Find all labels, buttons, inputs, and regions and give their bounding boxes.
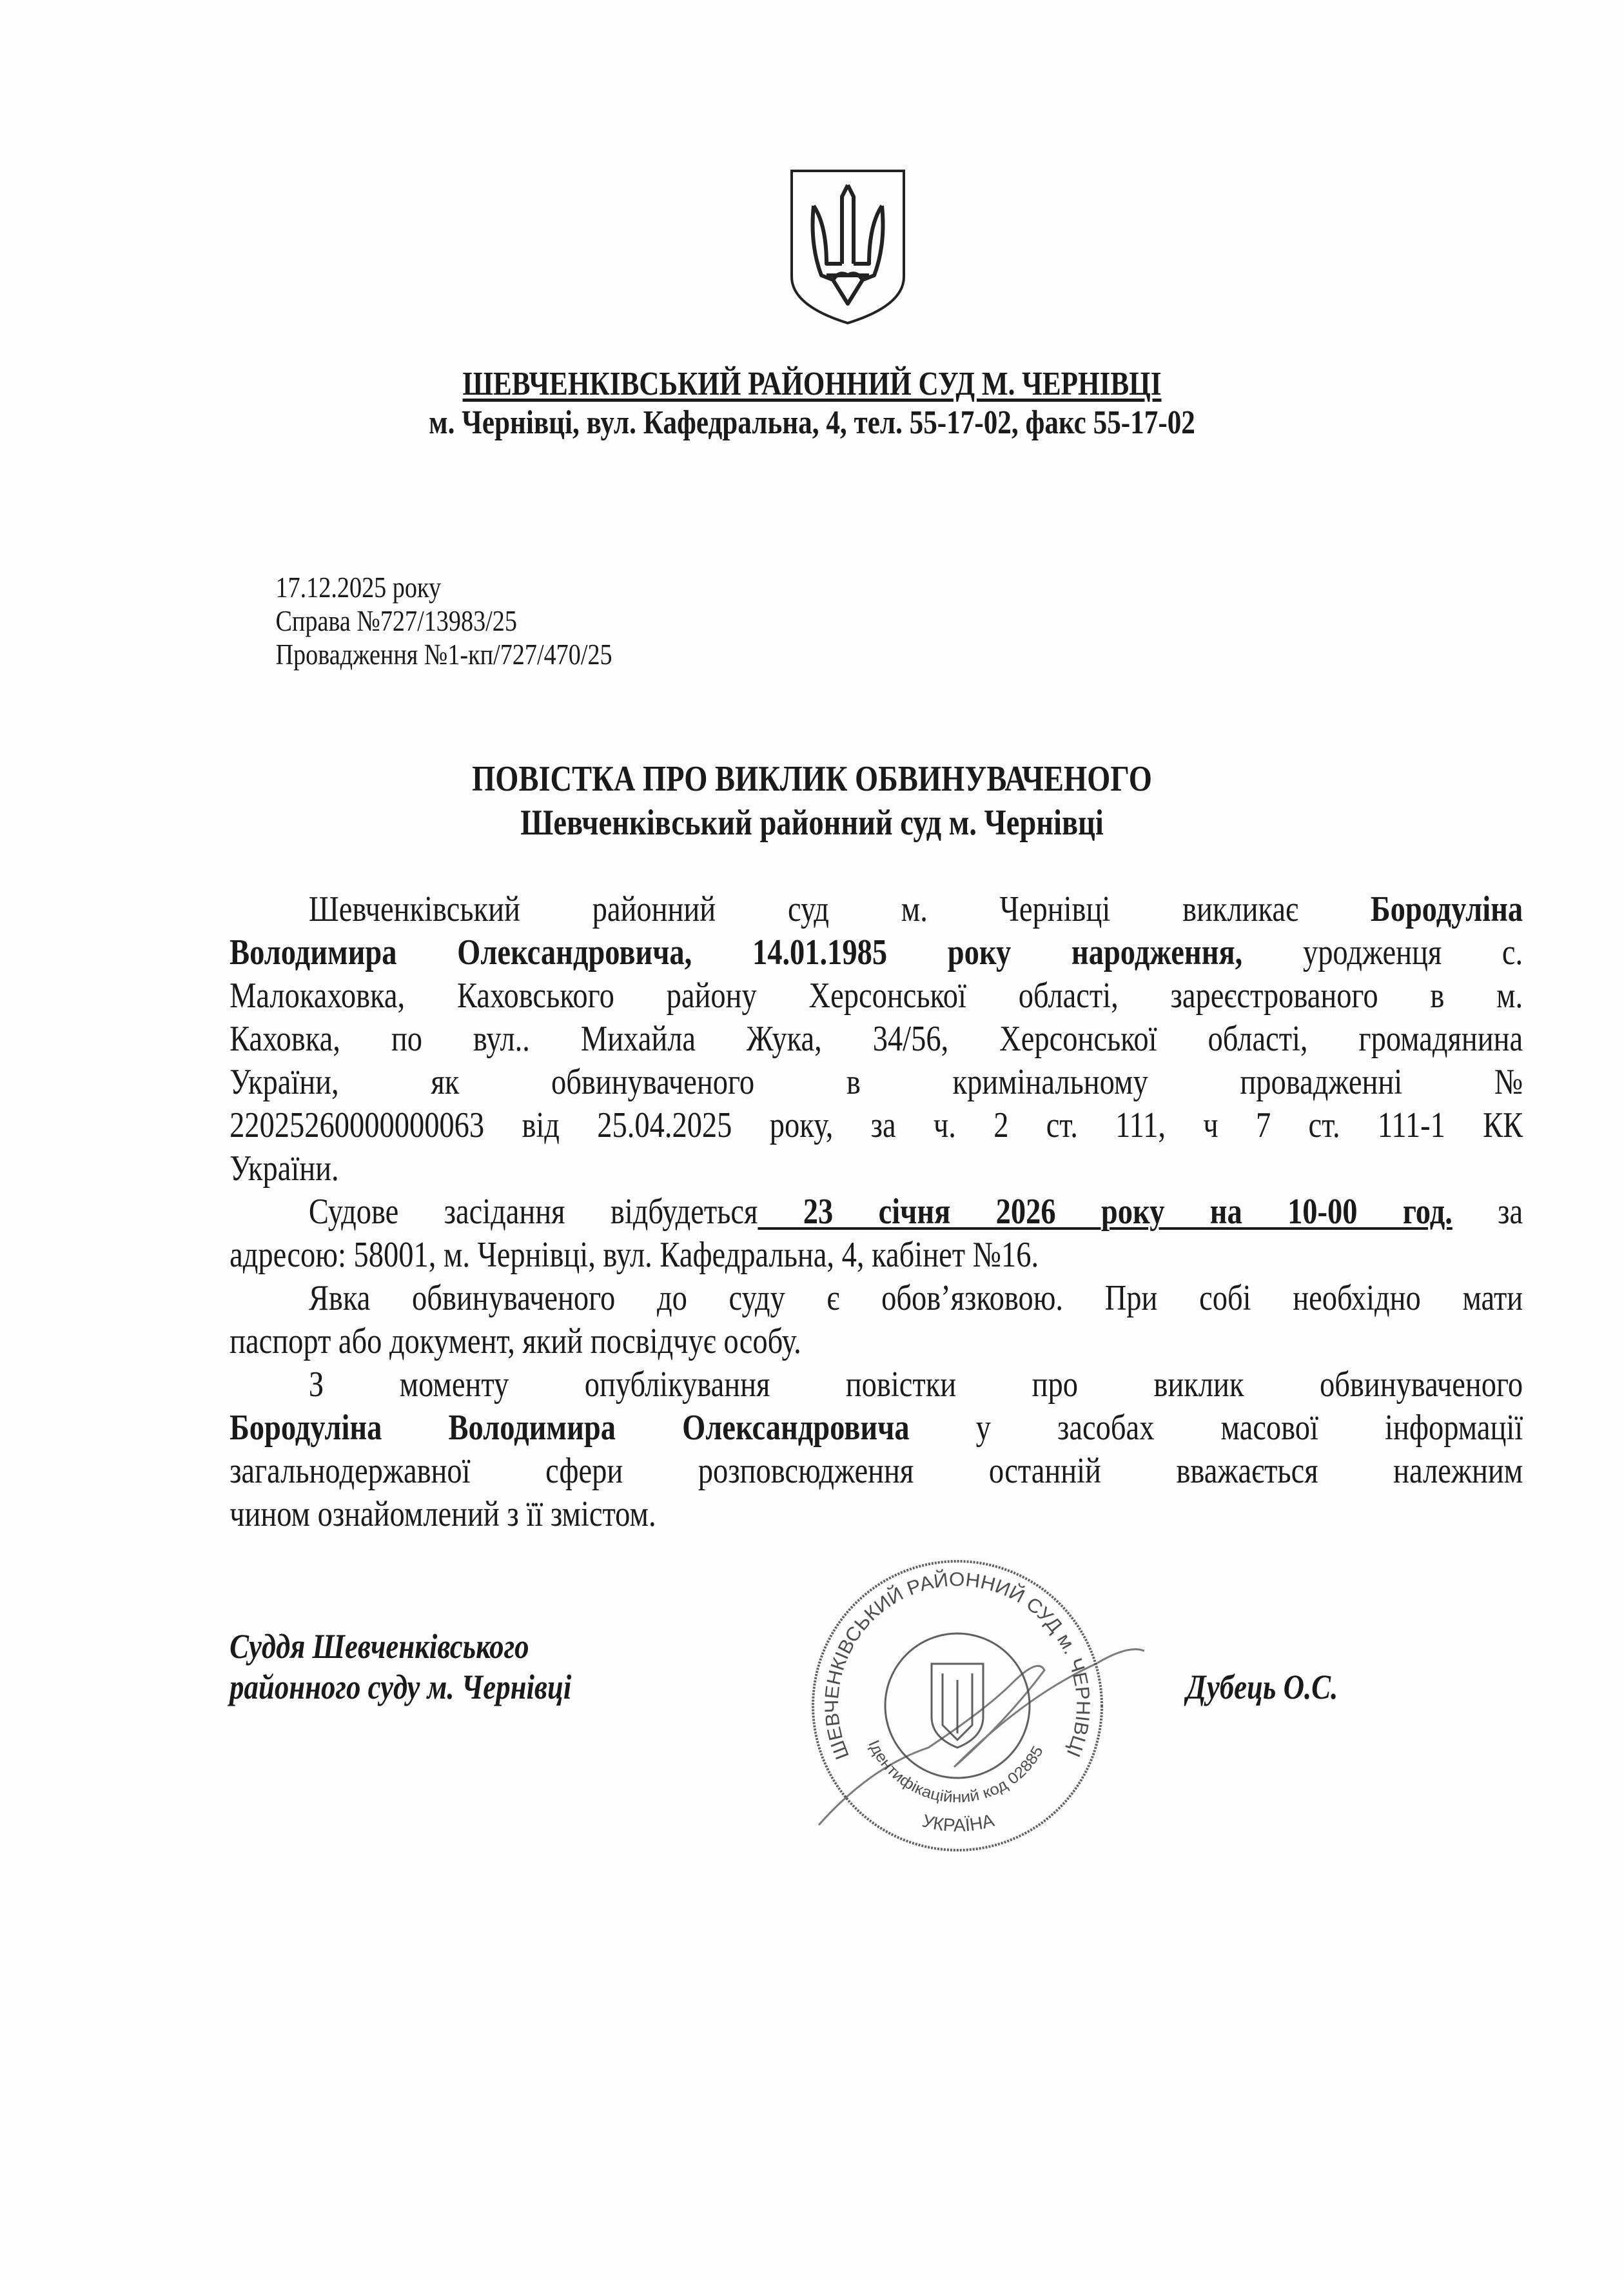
body-text: Шевченківський районний суд м. Чернівці викликає [308, 889, 1371, 929]
stamp-outer-text: ШЕВЧЕНКІВСЬКИЙ РАЙОННИЙ СУД м. ЧЕРНІВЦІ [821, 1569, 1094, 1762]
body-line [230, 1104, 1523, 1147]
bold-text: Бородуліна [1370, 889, 1523, 929]
body-text: Каховка, по вул.. Михайла Жука, 34/56, Херсонської області, громадянина [230, 1019, 1523, 1059]
svg-text:УКРАЇНА [920, 1810, 996, 1835]
document-title: ПОВІСТКА ПРО ВИКЛИК ОБВИНУВАЧЕНОГО [472, 759, 1152, 799]
body-line [230, 1277, 1523, 1320]
body-line [230, 1234, 1523, 1277]
body-line [230, 1061, 1523, 1104]
body-line [230, 1450, 1523, 1493]
body-text: З моменту опублікування повістки про виклик обвинуваченого [308, 1365, 1523, 1405]
stamp-inner-text: Ідентифікаційний код 02885 [865, 1737, 1047, 1806]
body-text: у засобах масової інформації [909, 1408, 1523, 1448]
body-line [230, 1190, 1523, 1234]
body-text: за [1452, 1192, 1523, 1232]
court-name-header: ШЕВЧЕНКІВСЬКИЙ РАЙОННИЙ СУД М. ЧЕРНІВЦІ [462, 366, 1162, 402]
bold-text: Бородуліна Володимира Олександровича [230, 1408, 910, 1448]
body-line [230, 1147, 1523, 1190]
body-text: загальнодержавної сфери розповсюдження останній вважається належним [230, 1451, 1523, 1491]
body-line [230, 1363, 1523, 1406]
body-text: Явка обвинуваченого до суду є обов’язковою. При собі необхідно мати [308, 1278, 1523, 1318]
document-subtitle: Шевченківський районний суд м. Чернівці [520, 803, 1104, 843]
judge-name: Дубець О.С. [1186, 1668, 1338, 1706]
body-line [230, 1406, 1523, 1450]
body-text: Малокаховка, Каховського району Херсонської області, зареєстрованого в м. [230, 976, 1523, 1016]
body-line [230, 1320, 1523, 1363]
document-date: 17.12.2025 року [275, 571, 442, 604]
judge-position-line2: районного суду м. Чернівці [230, 1668, 572, 1706]
body-line [230, 974, 1523, 1018]
summons-body [230, 888, 1523, 1536]
court-address: м. Чернівці, вул. Кафедральна, 4, тел. 55-17-02, факс 55-17-02 [429, 404, 1195, 441]
stamp-bottom-text: УКРАЇНА [920, 1810, 997, 1835]
body-text: чином ознайомлений з її змістом. [230, 1494, 656, 1534]
judge-position-line1: Суддя Шевченківського [230, 1627, 529, 1666]
case-number: Справа №727/13983/25 [275, 604, 517, 637]
body-line [230, 1018, 1523, 1061]
bold-text: Володимира Олександровича, 14.01.1985 року народження, [230, 932, 1243, 972]
body-text: України, як обвинуваченого в кримінальному провадженні № [230, 1062, 1523, 1102]
court-stamp [793, 1548, 1154, 1857]
body-text: уродженця с. [1242, 932, 1523, 972]
body-text: Судове засідання відбудеться [308, 1192, 758, 1232]
body-text: адресою: 58001, м. Чернівці, вул. Кафедральна, 4, кабінет №16. [230, 1235, 1039, 1275]
bold-text: 23 січня 2026 року на 10-00 год. [758, 1192, 1453, 1232]
body-text: України. [230, 1149, 339, 1189]
proceeding-number: Провадження №1-кп/727/470/25 [275, 638, 612, 671]
body-line [230, 931, 1523, 974]
body-line [230, 888, 1523, 931]
body-text: 22025260000000063 від 25.04.2025 року, за ч. 2 ст. 111, ч 7 ст. 111-1 КК [230, 1105, 1523, 1145]
body-text: паспорт або документ, який посвідчує особу. [230, 1321, 801, 1361]
body-line [230, 1493, 1523, 1536]
